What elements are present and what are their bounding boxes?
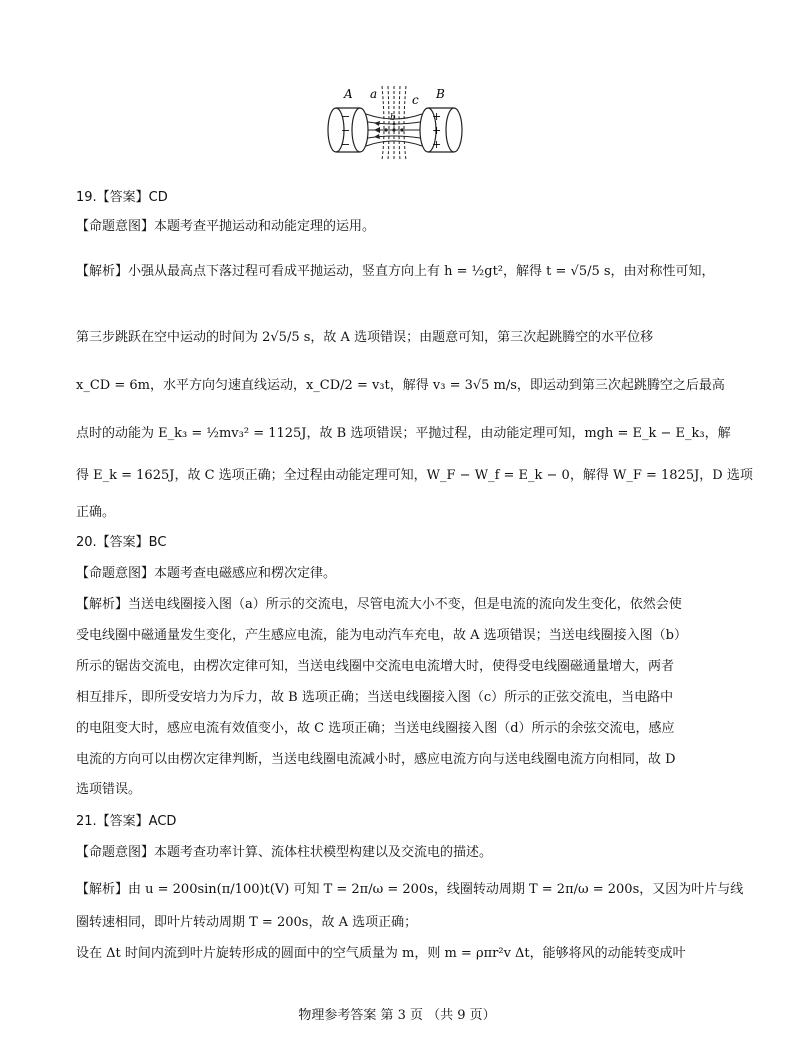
plus-sign: +: [432, 124, 442, 137]
magnet-field-figure: [320, 82, 470, 162]
q20-answer: 20.【答案】BC: [76, 535, 167, 550]
cylinder-a-face: [352, 108, 368, 152]
label-B: B: [436, 87, 445, 101]
q20-analysis-line-5: 的电阻变大时，感应电流有效值变小，故 C 选项正确；当送电线圈接入图（d）所示的余弦交流电，感应: [76, 721, 675, 736]
page-footer: 物理参考答案 第 3 页 （共 9 页）: [298, 1008, 496, 1023]
q19-analysis-line-2: 第三步跳跃在空中运动的时间为 2√5/5 s，故 A 选项错误；由题意可知，第三次起跳腾空的水平位移: [76, 330, 654, 345]
q19-analysis-line-4: 点时的动能为 E_k₃ = ½mv₃² = 1125J，故 B 选项错误；平抛过程，由动能定理可知，mgh = E_k − E_k₃，解: [76, 426, 731, 441]
label-a: a: [370, 87, 378, 101]
q19-answer: 19.【答案】CD: [76, 190, 168, 205]
minus-sign: −: [341, 110, 351, 123]
q19-analysis-line-6: 正确。: [76, 505, 116, 520]
label-b: b: [390, 113, 396, 123]
cylinder-b-back: [446, 108, 462, 152]
q21-analysis-line-1: 【解析】由 u = 200sin(π/100)t(V) 可知 T = 2π/ω = 200s，线圈转动周期 T = 2π/ω = 200s，又因为叶片与线: [76, 882, 744, 897]
q21-analysis-line-2: 圈转速相同，即叶片转动周期 T = 200s，故 A 选项正确；: [76, 915, 418, 930]
q20-analysis-line-6: 电流的方向可以由楞次定律判断，当送电线圈电流减小时，感应电流方向与送电线圈电流方向相同，故 D: [76, 752, 676, 767]
label-c: c: [412, 93, 419, 107]
q20-analysis-line-1: 【解析】当送电线圈接入图（a）所示的交流电，尽管电流大小不变，但是电流的流向发生变化，依然会使: [76, 597, 682, 612]
q20-analysis-line-4: 相互排斥，即所受安培力为斥力，故 B 选项正确；当送电线圈接入图（c）所示的正弦交流电，当电路中: [76, 690, 674, 705]
minus-sign: −: [341, 138, 351, 151]
minus-sign: −: [341, 124, 351, 137]
label-A: A: [344, 87, 353, 101]
q19-analysis-line-5: 得 E_k = 1625J，故 C 选项正确；全过程由动能定理可知，W_F − W_f = E_k − 0，解得 W_F = 1825J，D 选项: [76, 468, 753, 483]
q20-analysis-line-2: 受电线圈中磁通量发生变化，产生感应电流，能为电动汽车充电，故 A 选项错误；当送电线圈接入图（b）: [76, 628, 687, 643]
q20-analysis-line-7: 选项错误。: [76, 782, 142, 797]
q21-analysis-line-3: 设在 Δt 时间内流到叶片旋转形成的圆面中的空气质量为 m，则 m = ρπr²v Δt，能够将风的动能转变成叶: [76, 946, 686, 961]
q21-intent: 【命题意图】本题考查功率计算、流体柱状模型构建以及交流电的描述。: [76, 845, 493, 860]
q21-answer: 21.【答案】ACD: [76, 814, 177, 829]
arrowheads: [374, 121, 380, 139]
q19-intent: 【命题意图】本题考查平抛运动和动能定理的运用。: [76, 219, 376, 234]
q19-analysis-line-1: 【解析】小强从最高点下落过程可看成平抛运动，竖直方向上有 h = ½gt²，解得 t = √5/5 s，由对称性可知，: [76, 264, 715, 279]
q20-analysis-line-3: 所示的锯齿交流电，由楞次定律可知，当送电线圈中交流电电流增大时，使得受电线圈磁通量增大，两者: [76, 659, 675, 674]
plus-sign: +: [432, 110, 442, 123]
q20-intent: 【命题意图】本题考查电磁感应和楞次定律。: [76, 566, 337, 581]
q19-analysis-line-3: x_CD = 6m，水平方向匀速直线运动，x_CD/2 = v₃t，解得 v₃ = 3√5 m/s，即运动到第三次起跳腾空之后最高: [76, 378, 725, 393]
plus-sign: +: [432, 138, 442, 151]
